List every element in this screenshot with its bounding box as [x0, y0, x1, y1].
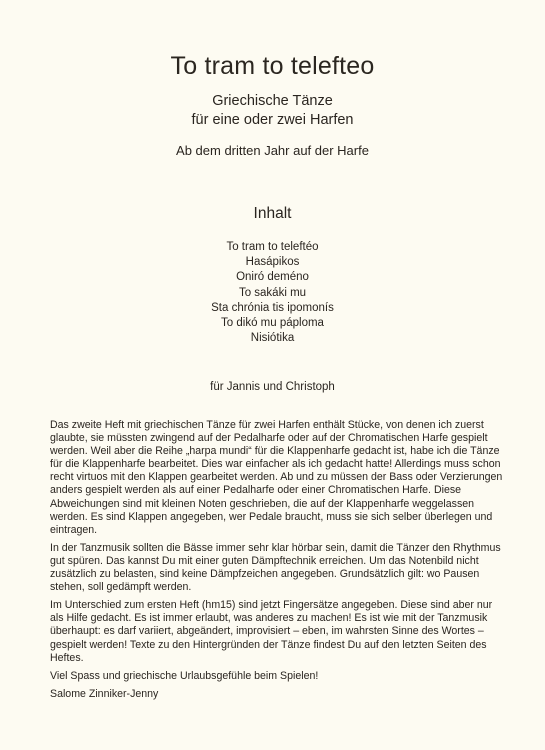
- body-paragraph: Im Unterschied zum ersten Heft (hm15) sind jetzt Fingersätze angegeben. Diese sind aber nur als Hilfe gedacht. Es ist immer erlaubt, was anderes zu machen! Es ist wie mit der Tanzmusik überhaupt: es darf variiert, abgeändert, improvisiert – eben, im wahrsten Sinne des Wortes – gespielt werden! Texte zu den Hintergründen der Tänze findest Du auf den letzten Seiten des Heftes.: [50, 599, 493, 664]
- contents-item: Nisiótika: [250, 332, 295, 345]
- subtitle-line-2: für eine oder zwei Harfen: [191, 112, 354, 128]
- body-text: [50, 419, 505, 706]
- contents-item: To dikó mu páploma: [221, 317, 324, 330]
- contents-item: To sakáki mu: [238, 286, 307, 299]
- contents-item: Oniró deméno: [236, 271, 309, 284]
- contents-item: Hasápikos: [245, 256, 300, 269]
- level-note: Ab dem dritten Jahr auf der Harfe: [176, 143, 369, 158]
- signature: Salome Zinniker-Jenny: [50, 687, 159, 700]
- body-paragraph: Viel Spass und griechische Urlaubsgefühle beim Spielen!: [50, 669, 319, 682]
- page-title: To tram to telefteo: [170, 52, 375, 80]
- contents-heading: Inhalt: [253, 205, 292, 222]
- contents-item: To tram to teleftéo: [226, 241, 319, 253]
- subtitle-line-1: Griechische Tänze: [212, 93, 333, 109]
- contents-list: [0, 240, 545, 346]
- body-paragraph: In der Tanzmusik sollten die Bässe immer sehr klar hörbar sein, damit die Tänzer den Rhythmus gut spüren. Das kannst Du mit einer guten Dämpftechnik erreichen. Um das Notenbild nicht zusätzlich zu belasten, sind keine Dämpfzeichen angegeben. Grundsätzlich gilt: wo Pausen stehen, soll gedämpft werden.: [50, 541, 501, 594]
- contents-item: Sta chrónia tis ipomonís: [211, 301, 334, 314]
- dedication: für Jannis und Christoph: [210, 381, 335, 393]
- body-paragraph: Das zweite Heft mit griechischen Tänze für zwei Harfen enthält Stücke, von denen ich zuerst glaubte, sie müssten zwingend auf der Pedalharfe oder auf der Chromatischen Harfe gespielt werden. Weil aber die Reihe „harpa mundi“ für die Klappenharfe gedacht ist, habe ich die Tänze für die Klappenharfe bearbeitet. Dies war einfacher als ich gedacht hatte! Allerdings muss schon recht virtuos mit den Klappen gearbeitet werden. Ab und zu müssen der Bass oder Verzierungen anders gespielt werden als auf einer Pedalharfe oder einer Chromatischen Harfe. Diese Abweichungen sind mit kleinen Noten geschrieben, die auf der Klappenharfe weggelassen werden. Es sind Klappen angegeben, wer Pedale braucht, muss sie sich selber überlegen und eintragen.: [50, 419, 503, 536]
